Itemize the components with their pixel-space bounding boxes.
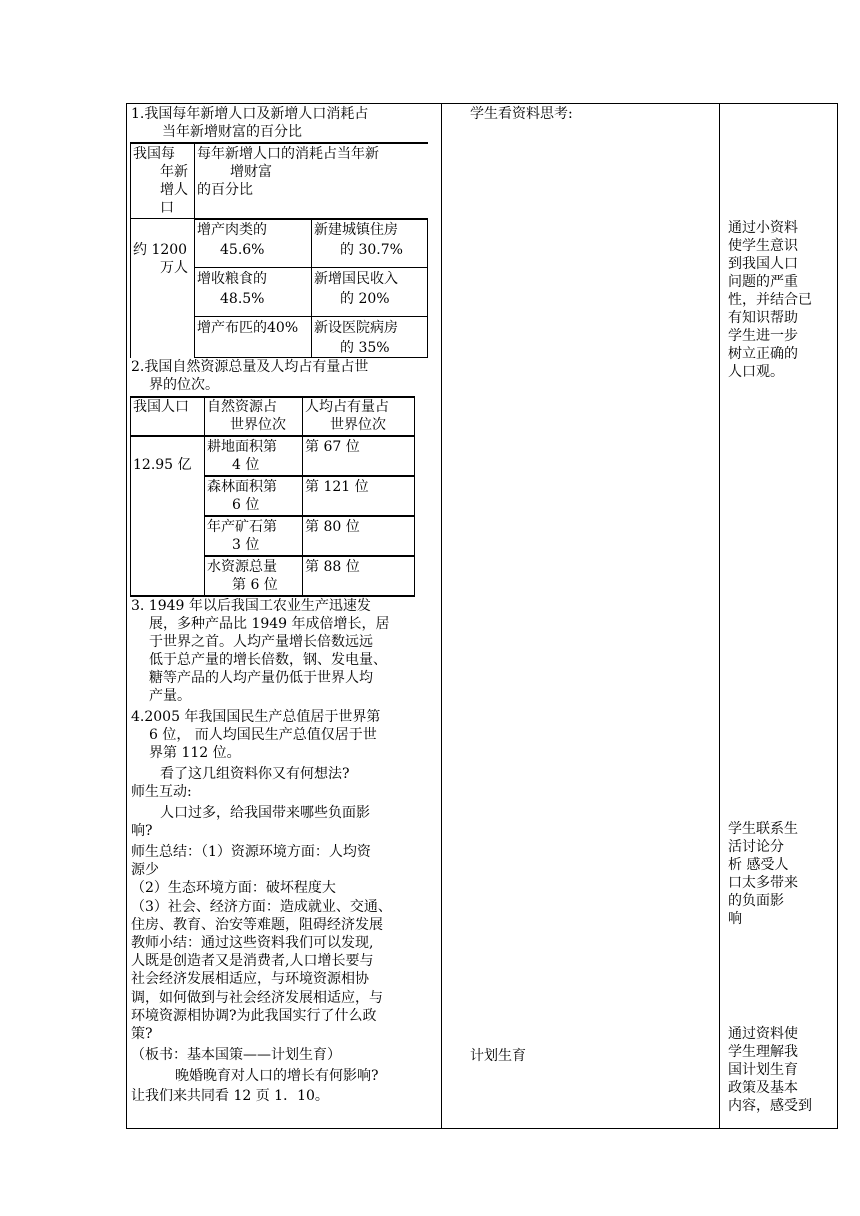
tail-line1: 晚婚晚育对人口的增长有何影响? — [175, 1068, 379, 1084]
col3-block1-line3: 到我国人口 — [728, 256, 798, 272]
t1-cell-hospital-1: 新设医院病房 — [314, 320, 398, 336]
t1-header-left-4: 口 — [160, 200, 174, 216]
col3-block1-line8: 树立正确的 — [728, 346, 798, 362]
t1-cell-meat-2: 45.6% — [220, 242, 265, 258]
t2-row2-resource-2: 6 位 — [232, 497, 260, 513]
item1-title-line2: 当年新增财富的百分比 — [162, 124, 302, 140]
table-left-border — [126, 103, 127, 1129]
t2-row3-resource-2: 3 位 — [232, 537, 260, 553]
t1-header-right-3: 的百分比 — [197, 182, 253, 198]
item3-line3: 于世界之首。人均产量增长倍数远远 — [149, 634, 373, 650]
summary-line5: 住房、教育、治安等难题，阻碍经济发展 — [131, 917, 383, 933]
t2-row1-resource-1: 耕地面积第 — [207, 439, 277, 455]
item2-title-line2: 界的位次。 — [149, 377, 219, 393]
t2-row1-resource-2: 4 位 — [232, 457, 260, 473]
col3-block2-line6: 响 — [728, 911, 742, 927]
col3-block3-line4: 政策及基本 — [728, 1080, 798, 1096]
item4-line3: 界第 112 位。 — [149, 745, 241, 761]
col3-block1-line4: 问题的严重 — [728, 274, 798, 290]
t2-header-population: 我国人口 — [133, 399, 189, 415]
summary-line12: （板书：基本国策——计划生育） — [131, 1047, 341, 1063]
col3-block1-line5: 性，并结合已 — [728, 292, 812, 308]
col2-top-text: 学生看资料思考: — [470, 106, 573, 122]
t2-row4-percapita: 第 88 位 — [305, 559, 360, 575]
col3-block2-line1: 学生联系生 — [728, 821, 798, 837]
col3-block3-line2: 学生理解我 — [728, 1044, 798, 1060]
summary-line3: （2）生态环境方面：破坏程度大 — [131, 880, 336, 896]
summary-line11: 策? — [131, 1026, 153, 1042]
t1-header-left-3: 增人 — [160, 182, 188, 198]
t1-cell-income-2: 的 20% — [340, 291, 390, 307]
summary-line6: 教师小结：通过这些资料我们可以发现, — [131, 935, 374, 951]
t1-cell-cloth: 增产布匹的40% — [197, 320, 299, 336]
t1-cell-meat-1: 增产肉类的 — [197, 222, 267, 238]
col3-block3-line3: 国计划生育 — [728, 1062, 798, 1078]
col3-block2-line3: 析 感受人 — [728, 857, 789, 873]
column-divider-2 — [719, 103, 720, 1129]
t2-header-resource-1: 自然资源占 — [207, 399, 277, 415]
item3-line6: 产量。 — [149, 688, 191, 704]
item4-line1: 4.2005 年我国国民生产总值居于世界第 — [131, 709, 381, 725]
summary-line1: 师生总结：（1）资源环境方面：人均资 — [131, 844, 371, 860]
col3-block1-line2: 使学生意识 — [728, 238, 798, 254]
t1-cell-income-1: 新增国民收入 — [314, 271, 398, 287]
table-bottom-border — [126, 1128, 838, 1129]
summary-line9: 调，如何做到与社会经济发展相适应，与 — [131, 990, 383, 1006]
t1-left-value-1: 约 1200 — [133, 242, 188, 258]
t1-header-right-1: 每年新增人口的消耗占当年新 — [197, 146, 379, 162]
summary-line4: （3）社会、经济方面：造成就业、交通、 — [131, 899, 392, 915]
t1-cell-housing-2: 的 30.7% — [340, 242, 403, 258]
t2-header-resource-2: 世界位次 — [230, 417, 286, 433]
item2-title-line1: 2.我国自然资源总量及人均占有量占世 — [131, 359, 369, 375]
summary-line7: 人既是创造者又是消费者,人口增长要与 — [131, 953, 374, 969]
col3-block1-line6: 有知识帮助 — [728, 310, 798, 326]
col3-block1-line1: 通过小资料 — [728, 220, 798, 236]
col3-block1-line7: 学生进一步 — [728, 328, 798, 344]
interaction-question-1: 人口过多，给我国带来哪些负面影 — [160, 805, 370, 821]
t1-cell-housing-1: 新建城镇住房 — [314, 222, 398, 238]
t2-header-percapita-2: 世界位次 — [330, 417, 386, 433]
t1-header-left-1: 我国每 — [133, 146, 175, 162]
t1-cell-grain-2: 48.5% — [220, 291, 265, 307]
col3-block2-line2: 活讨论分 — [728, 839, 784, 855]
table-top-border — [126, 103, 838, 104]
col3-block1-line9: 人口观。 — [728, 364, 784, 380]
col3-block2-line4: 口太多带来 — [728, 875, 798, 891]
t2-row2-resource-1: 森林面积第 — [207, 479, 277, 495]
item3-line2: 展，多种产品比 1949 年成倍增长，居 — [149, 616, 390, 632]
col3-block3-line1: 通过资料使 — [728, 1026, 798, 1042]
t2-row1-percapita: 第 67 位 — [305, 439, 360, 455]
t1-left-value-2: 万人 — [160, 260, 188, 276]
t2-row4-resource-1: 水资源总量 — [207, 559, 277, 575]
item1-title-line1: 1.我国每年新增人口及新增人口消耗占 — [131, 106, 369, 122]
item3-line4: 低于总产量的增长倍数，钢、发电量、 — [149, 652, 387, 668]
col3-block3-line5: 内容，感受到 — [728, 1098, 812, 1114]
question-text: 看了这几组资料你又有何想法? — [160, 766, 350, 782]
t2-header-percapita-1: 人均占有量占 — [305, 399, 389, 415]
summary-line8: 社会经济发展相适应，与环境资源相协 — [131, 971, 369, 987]
t1-cell-hospital-2: 的 35% — [340, 340, 390, 356]
t2-row2-percapita: 第 121 位 — [305, 479, 369, 495]
interaction-question-2: 响? — [131, 823, 153, 839]
item4-line2: 6 位， 而人均国民生产总值仅居于世 — [149, 727, 377, 743]
table-right-border — [837, 103, 838, 1129]
t2-row4-resource-2: 第 6 位 — [232, 577, 278, 593]
col3-block2-line5: 的负面影 — [728, 893, 784, 909]
item3-line5: 糖等产品的人均产量仍低于世界人均 — [149, 670, 373, 686]
tail-line2: 让我们来共同看 12 页 1．10。 — [131, 1088, 329, 1104]
t1-header-right-2: 增财富 — [230, 164, 272, 180]
t2-row3-percapita: 第 80 位 — [305, 519, 360, 535]
item3-line1: 3. 1949 年以后我国工农业生产迅速发 — [131, 598, 371, 614]
t1-cell-grain-1: 增收粮食的 — [197, 271, 267, 287]
t2-population-value: 12.95 亿 — [133, 457, 192, 473]
t1-header-left-2: 年新 — [160, 164, 188, 180]
column-divider-1 — [441, 103, 442, 1129]
summary-line10: 环境资源相协调?为此我国实行了什么政 — [131, 1008, 377, 1024]
col2-bottom-text: 计划生育 — [470, 1048, 526, 1064]
t2-row3-resource-1: 年产矿石第 — [207, 519, 277, 535]
summary-line2: 源少 — [131, 862, 159, 878]
interaction-label: 师生互动: — [131, 784, 192, 800]
